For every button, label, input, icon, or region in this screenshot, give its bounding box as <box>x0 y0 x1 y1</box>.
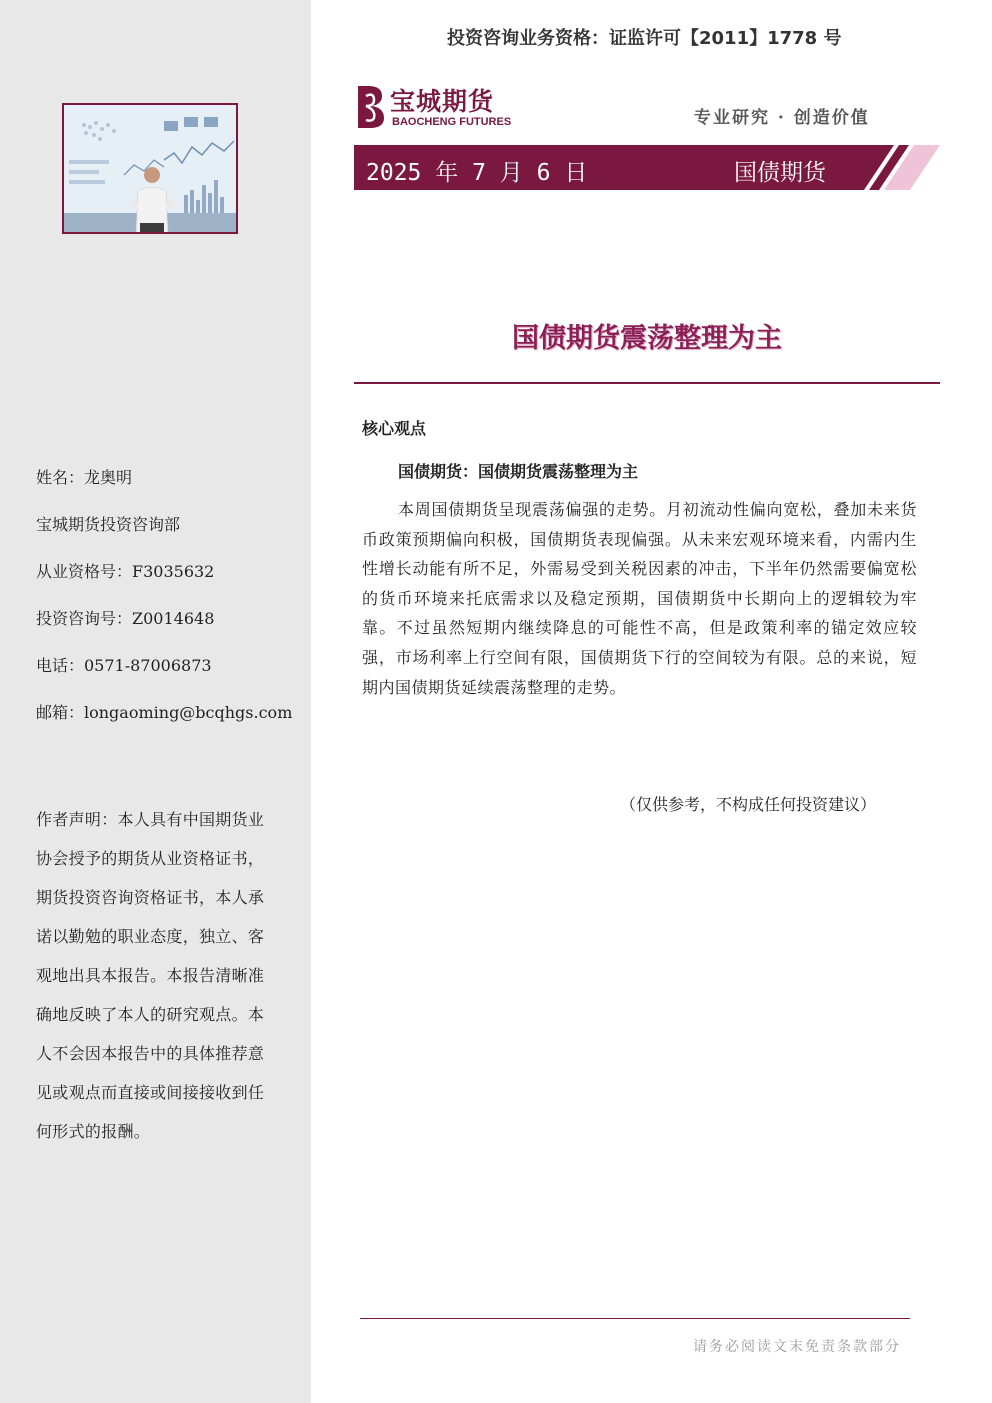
report-category: 国债期货 <box>734 160 826 186</box>
company-logo <box>354 82 524 132</box>
report-date: 2025 年 7 月 6 日 <box>366 160 588 186</box>
license-line: 投资咨询业务资格：证监许可【2011】1778 号 <box>447 28 842 49</box>
core-view-body: 本周国债期货呈现震荡偏强的走势。月初流动性偏向宽松，叠加未来货币政策预期偏向积极，国债期货表现偏强。从未来宏观环境来看，内需内生性增长动能有所不足，外需易受到关税因素的冲击，下半年仍然需要偏宽松的货币环境来托底需求以及稳定预期，国债期货中长期向上的逻辑较为牢靠。不过虽然短期内继续降息的可能性不高，但是政策利率的锚定效应较强，市场利率上行空间有限，国债期货下行的空间较为有限。总的来说，短期内国债期货延续震荡整理的走势。 <box>362 500 917 697</box>
title-divider <box>354 382 940 384</box>
author-department: 宝城期货投资咨询部 <box>36 515 181 534</box>
author-consult-no: 投资咨询号：Z0014648 <box>36 609 215 628</box>
report-banner <box>354 145 940 190</box>
logo-chinese-name: 宝城期货 <box>390 87 495 116</box>
author-name: 姓名：龙奥明 <box>36 468 133 487</box>
core-view-subheading: 国债期货：国债期货震荡整理为主 <box>398 462 639 481</box>
author-phone: 电话：0571-87006873 <box>36 656 212 675</box>
sidebar <box>0 0 311 1403</box>
author-contact <box>36 470 292 752</box>
logo-mark-icon <box>354 82 388 130</box>
author-qualification-no: 从业资格号：F3035632 <box>36 562 215 581</box>
author-email: 邮箱：longaoming@bcqhgs.com <box>36 703 293 722</box>
footer-divider <box>360 1318 910 1319</box>
business-man-chart-illustration <box>64 105 236 232</box>
cover-image <box>62 103 238 234</box>
author-statement: 作者声明：本人具有中国期货业协会授予的期货从业资格证书，期货投资咨询资格证书，本人承诺以勤勉的职业态度，独立、客观地出具本报告。本报告清晰准确地反映了本人的研究观点。本人不会因本报告中的具体推荐意见或观点而直接或间接接收到任何形式的报酬。 <box>36 810 265 1141</box>
core-view-heading: 核心观点 <box>362 419 427 438</box>
footer-note: 请务必阅读文末免责条款部分 <box>693 1339 901 1355</box>
reference-disclaimer: （仅供参考，不构成任何投资建议） <box>620 795 877 814</box>
slogan: 专业研究 · 创造价值 <box>694 108 870 128</box>
report-title: 国债期货震荡整理为主 <box>512 323 782 354</box>
logo-english-name: BAOCHENG FUTURES <box>392 116 512 128</box>
